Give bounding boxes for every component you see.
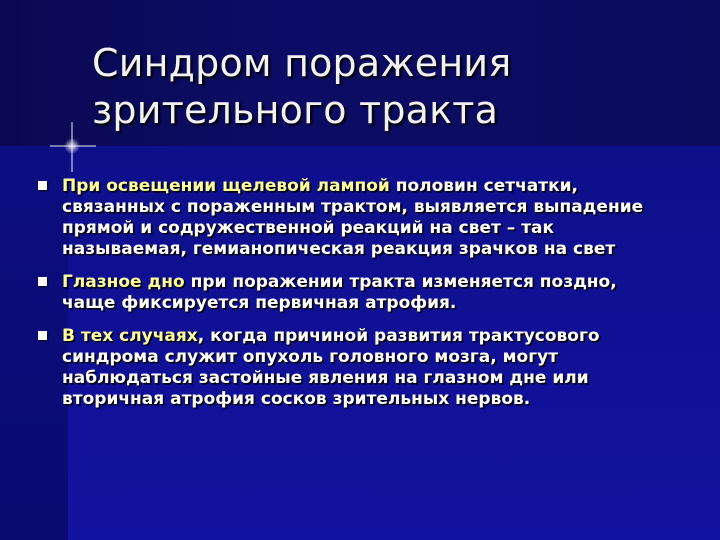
- title-line-2: зрительного тракта: [92, 88, 499, 132]
- item-highlight: В тех случаях: [62, 326, 198, 346]
- item-highlight: Глазное дно: [62, 272, 185, 292]
- item-text: , когда причиной развития трактусового синдрома служит опухоль головного мозга, могут наблюдаться застойные явления на глазном дне или вторичная атрофия сосков зрительных нервов.: [62, 326, 600, 409]
- square-bullet-icon: [38, 181, 47, 190]
- list-item: [36, 176, 676, 260]
- square-bullet-icon: [38, 277, 47, 286]
- item-text: половин сетчатки, связанных с пораженным трактом, выявляется выпадение прямой и содружественной реакций на свет – так называемая, гемианопическая реакция зрачков на свет: [62, 176, 644, 259]
- title-line-1: Синдром поражения: [92, 41, 512, 85]
- list-item: [36, 326, 676, 410]
- square-bullet-icon: [38, 331, 47, 340]
- slide-title: [92, 40, 692, 134]
- bullet-list: [36, 176, 676, 422]
- list-item: [36, 272, 676, 314]
- item-text: при поражении тракта изменяется поздно, чаще фиксируется первичная атрофия.: [62, 272, 617, 313]
- sparkle-star-icon: [48, 122, 98, 172]
- item-highlight: При освещении щелевой лампой: [62, 176, 390, 196]
